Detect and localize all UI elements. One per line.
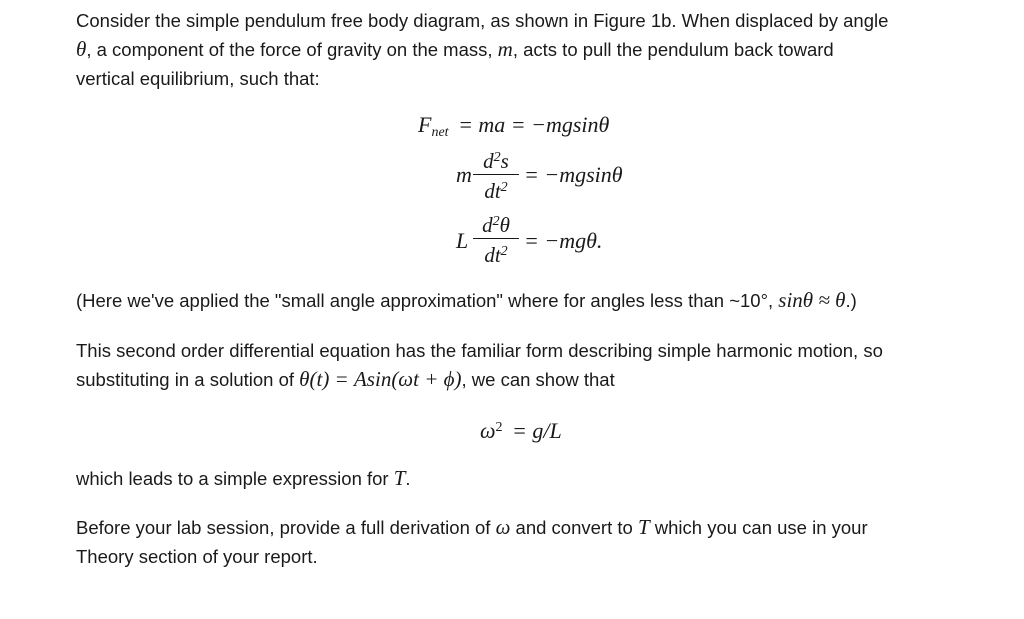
equation-2-rhs: = −mgsinθ — [524, 162, 623, 187]
period-symbol: T — [393, 466, 406, 490]
eq2-den-sup: 2 — [500, 180, 508, 195]
period-paragraph — [76, 464, 981, 493]
equation-omega-rhs: = g/L — [512, 418, 562, 443]
period-text-2: . — [405, 468, 411, 489]
force-symbol: F — [418, 112, 432, 137]
eq3-den-sup: 2 — [500, 244, 508, 259]
theta-symbol: θ — [76, 37, 87, 61]
instruction-omega: ω — [495, 515, 511, 539]
equation-net-force — [418, 112, 609, 141]
equation-2-denominator — [473, 176, 519, 203]
eq3-num-d: d — [482, 213, 493, 237]
equation-2-fraction-bar — [473, 174, 519, 175]
eq2-num-var: s — [500, 149, 509, 173]
equation-3-fraction — [473, 210, 519, 267]
net-subscript: net — [431, 125, 449, 140]
equation-3-coefficient: L — [456, 228, 469, 253]
solution-text-3: , we can show that — [461, 369, 615, 390]
intro-text-2: , a component of the force of gravity on the mass, — [86, 39, 498, 60]
eq2-den-dt: dt — [484, 179, 501, 203]
omega-symbol: ω — [480, 418, 496, 443]
instruction-T: T — [637, 515, 650, 539]
eq3-num-sup: 2 — [492, 214, 500, 229]
solution-math: θ(t) = Asin(ωt + ϕ) — [299, 367, 462, 391]
equation-3-denominator — [473, 240, 519, 267]
solution-text-2: substituting in a solution of — [76, 369, 300, 390]
intro-text-1: Consider the simple pendulum free body diagram, as shown in Figure 1b. When displaced by angle — [76, 10, 889, 31]
equation-2-fraction — [473, 146, 519, 203]
instruction-paragraph — [76, 513, 981, 571]
solution-text-1: This second order differential equation has the familiar form describing simple harmonic motion, so — [76, 340, 883, 361]
equation-3-coef — [456, 228, 468, 254]
instruction-text-2: and convert to — [510, 517, 638, 538]
eq3-den-dt: dt — [484, 243, 501, 267]
approx-text-2: .) — [845, 290, 857, 311]
approx-text-1: (Here we've applied the "small angle approximation" where for angles less than ~10°, — [76, 290, 779, 311]
equation-omega — [480, 418, 562, 444]
instruction-text-1: Before your lab session, provide a full derivation of — [76, 517, 496, 538]
intro-text-3: , acts to pull the pendulum back toward — [512, 39, 834, 60]
equation-net-force-rhs: = ma = −mgsinθ — [458, 112, 610, 137]
equation-3-rhs: = −mgθ. — [524, 228, 603, 253]
equation-2-coefficient: m — [456, 162, 472, 187]
omega-squared: 2 — [495, 420, 503, 435]
equation-2-rhs-wrap — [524, 162, 623, 188]
equation-3-numerator — [473, 210, 519, 237]
instruction-text-3: which you can use in your — [649, 517, 868, 538]
equation-3-fraction-bar — [473, 238, 519, 239]
eq2-num-sup: 2 — [493, 150, 501, 165]
equation-2-numerator — [473, 146, 519, 173]
approx-math: sinθ ≈ θ — [778, 288, 846, 312]
solution-paragraph — [76, 336, 981, 394]
intro-paragraph — [76, 6, 981, 93]
mass-symbol: m — [497, 37, 513, 61]
approximation-paragraph — [76, 286, 981, 315]
eq2-num-d: d — [483, 149, 494, 173]
eq3-num-var: θ — [499, 213, 510, 237]
period-text-1: which leads to a simple expression for — [76, 468, 394, 489]
equation-3-rhs-wrap — [524, 228, 602, 254]
instruction-text-4: Theory section of your report. — [76, 546, 318, 567]
intro-text-4: vertical equilibrium, such that: — [76, 68, 320, 89]
equation-2-coef — [456, 162, 472, 188]
